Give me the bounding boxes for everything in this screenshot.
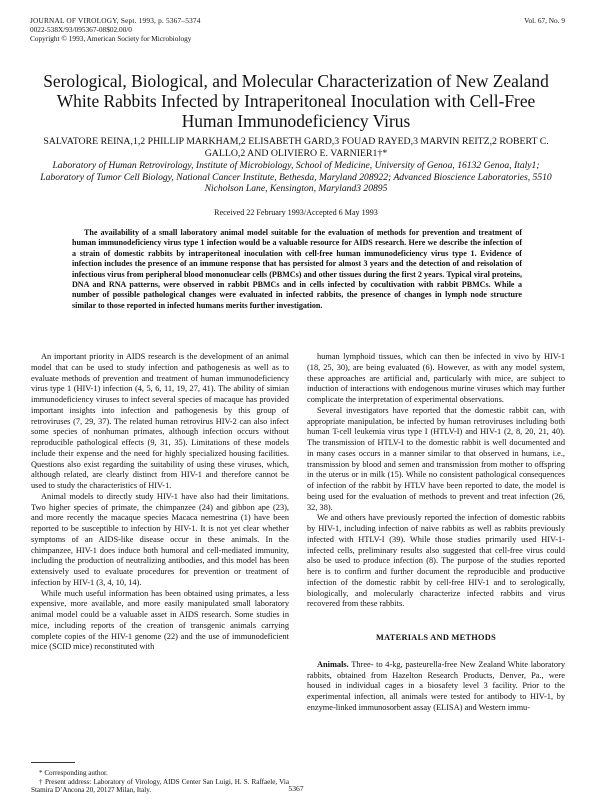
copyright-line: Copyright © 1993, American Society for Microbiology — [30, 34, 192, 43]
volume-issue: Vol. 67, No. 9 — [524, 16, 565, 25]
body-paragraph: While much useful information has been obtained using primates, a less expensive, more available, and more easily manipulated small laboratory animal model could be a valuable asset in AIDS research. Some studies in mice, including reports of the creation of transgenic animals carrying complete copies of the HIV-1 genome (22) and the use of immunodeficient mice (SCID mice) reconstituted with — [31, 588, 289, 652]
body-paragraph: Animal models to directly study HIV-1 have also had their limitations. Two higher species of primate, the chimpanzee (24) and gibbon ape (23), and more recently the macaque species Macaca nemestrina (1) have been reported to be susceptible to infection by HIV-1. It is not yet clear whether symptoms of an AIDS-like disease occur in these animals. In the chimpanzee, HIV-1 does induce both humoral and cell-mediated immunity, including the production of neutralizing antibodies, and this model has been extensively used to evaluate procedures for prevention or treatment of infection by HIV-1 (3, 4, 10, 14). — [31, 491, 289, 587]
body-paragraph: Several investigators have reported that the domestic rabbit can, with appropriate manipulation, be infected by human retroviruses including both human T-cell leukemia virus type I (HTLV-I) and HIV-1 (2, 8, 20, 21, 40). The transmission of HTLV-I to the domestic rabbit is well documented and in many cases occurs in a manner similar to that observed in humans, i.e., transmission by blood and semen and transmission from mother to offspring in the uterus or in milk (15). While no consistent pathological consequences of infection of the rabbit by HTLV have been reported to date, the model is being used for the evaluation of methods to prevent and treat infection (26, 32, 38). — [307, 405, 565, 512]
article-title: Serological, Biological, and Molecular Characterization of New Zealand White Rabbits Infected by Intraperitoneal Inoculation with Cell-Free Human Immunodeficiency Virus — [43, 71, 549, 131]
received-dates: Received 22 February 1993/Accepted 6 May 1993 — [214, 208, 378, 217]
body-paragraph: An important priority in AIDS research is the development of an animal model that can be used to study infection and pathogenesis as well as to evaluate methods of prevention and treatment of human immunodeficiency virus type 1 (HIV-1) infection (4, 5, 6, 11, 19, 27, 41). The ability of simian immunodeficiency viruses to infect several species of macaque has provided important insights into infection and pathogenesis by this group of retroviruses (7, 29, 37). The related human retrovirus HIV-2 can also infect some species of nonhuman primates, although infection occurs without reproducible pathological effects (9, 31, 35). Limitations of these models include their expense and the need for highly specialized housing facilities. Questions also exist regarding the suitability of using these viruses, which, although related, are clearly distinct from HIV-1 and therefore cannot be used to study the characteristics of HIV-1. — [31, 352, 289, 490]
journal-citation: JOURNAL OF VIROLOGY, Sept. 1993, p. 5367–5374 — [30, 16, 201, 25]
methods-text: Three- to 4-kg, pasteurella-free New Zealand White laboratory rabbits, obtained from Hazelton Research Products, Denver, Pa., were housed in individual cages in a biosafety level 3 facility. Prior to the experimental infection, all animals were tested for antibody to HIV-1, by enzyme-linked immunosorbent assay (ELISA) and Western immu- — [307, 659, 565, 712]
runin-heading: Animals. — [317, 659, 349, 669]
right-column — [307, 352, 565, 714]
journal-header — [30, 16, 201, 43]
methods-paragraph — [307, 660, 565, 714]
affiliations: Laboratory of Human Retrovirology, Institute of Microbiology, School of Medicine, University of Genoa, 16132 Genoa, Italy1; Laboratory of Tumor Cell Biology, National Cancer Institute, Bethesda, Maryland 208922; Advanced Bioscience Laboratories, 5510 Nicholson Lane, Kensington, Maryland3 20895 — [40, 160, 552, 195]
abstract: The availability of a small laboratory animal model suitable for the evaluation of methods for prevention and treatment of human immunodeficiency virus type 1 infection would be a valuable resource for AIDS research. Here we describe the infection of a strain of domestic rabbits by intraperitoneal inoculation with cell-free human immunodeficiency virus type 1. Evidence of infection includes the presence of an immune response that has persisted for almost 3 years and the detection of and reisolation of infectious virus from peripheral blood mononuclear cells (PBMCs) and other tissues during the first 2 years. Typical viral proteins, DNA and RNA patterns, were observed in rabbit PBMCs and in cells infected by cocultivation with rabbit PBMCs. While a number of possible pathological changes were evaluated in infected rabbits, the presence of changes in lymph node structure similar to those reported in infected humans merits further investigation. — [72, 228, 522, 310]
issn-line: 0022-538X/93/095367-08$02.00/0 — [30, 25, 132, 34]
footnote: * Corresponding author. — [39, 769, 108, 777]
body-paragraph: human lymphoid tissues, which can then be infected in vivo by HIV-1 (18, 25, 30), are being evaluated (6). However, as with any model system, these approaches are artificial and, particularly with mice, are subject to induction of interactions with endogenous murine viruses which may further complicate the interpretation of experimental observations. — [307, 352, 565, 404]
body-paragraph: We and others have previously reported the infection of domestic rabbits by HIV-1, including infection of naive rabbits as well as rabbits previously infected with HTLV-I (39). While those studies primarily used HIV-1-infected cells, preliminary results also suggested that cell-free virus could also be used to produce infection (8). The purpose of the studies reported here is to confirm and further document the reproducible and productive infection of the domestic rabbit by cell-free HIV-1 and to serologically, biologically, and molecularly characterize infected rabbits and virus recovered from these rabbits. — [307, 513, 565, 609]
author-list: SALVATORE REINA,1,2 PHILLIP MARKHAM,2 ELISABETH GARD,3 FOUAD RAYED,3 MARVIN REITZ,2 ROBERT C. GALLO,2 AND OLIVIERO E. VARNIER1†* — [43, 136, 549, 159]
page-number: 5367 — [288, 784, 304, 793]
left-column — [31, 352, 289, 653]
footnote-rule — [31, 762, 75, 763]
footnote: † Present address: Laboratory of Virology, AIDS Center San Luigi, H. S. Raffaele, Via Stamira D’Ancona 20, 20127 Milan, Italy. — [31, 777, 289, 795]
section-heading: MATERIALS AND METHODS — [375, 633, 496, 642]
